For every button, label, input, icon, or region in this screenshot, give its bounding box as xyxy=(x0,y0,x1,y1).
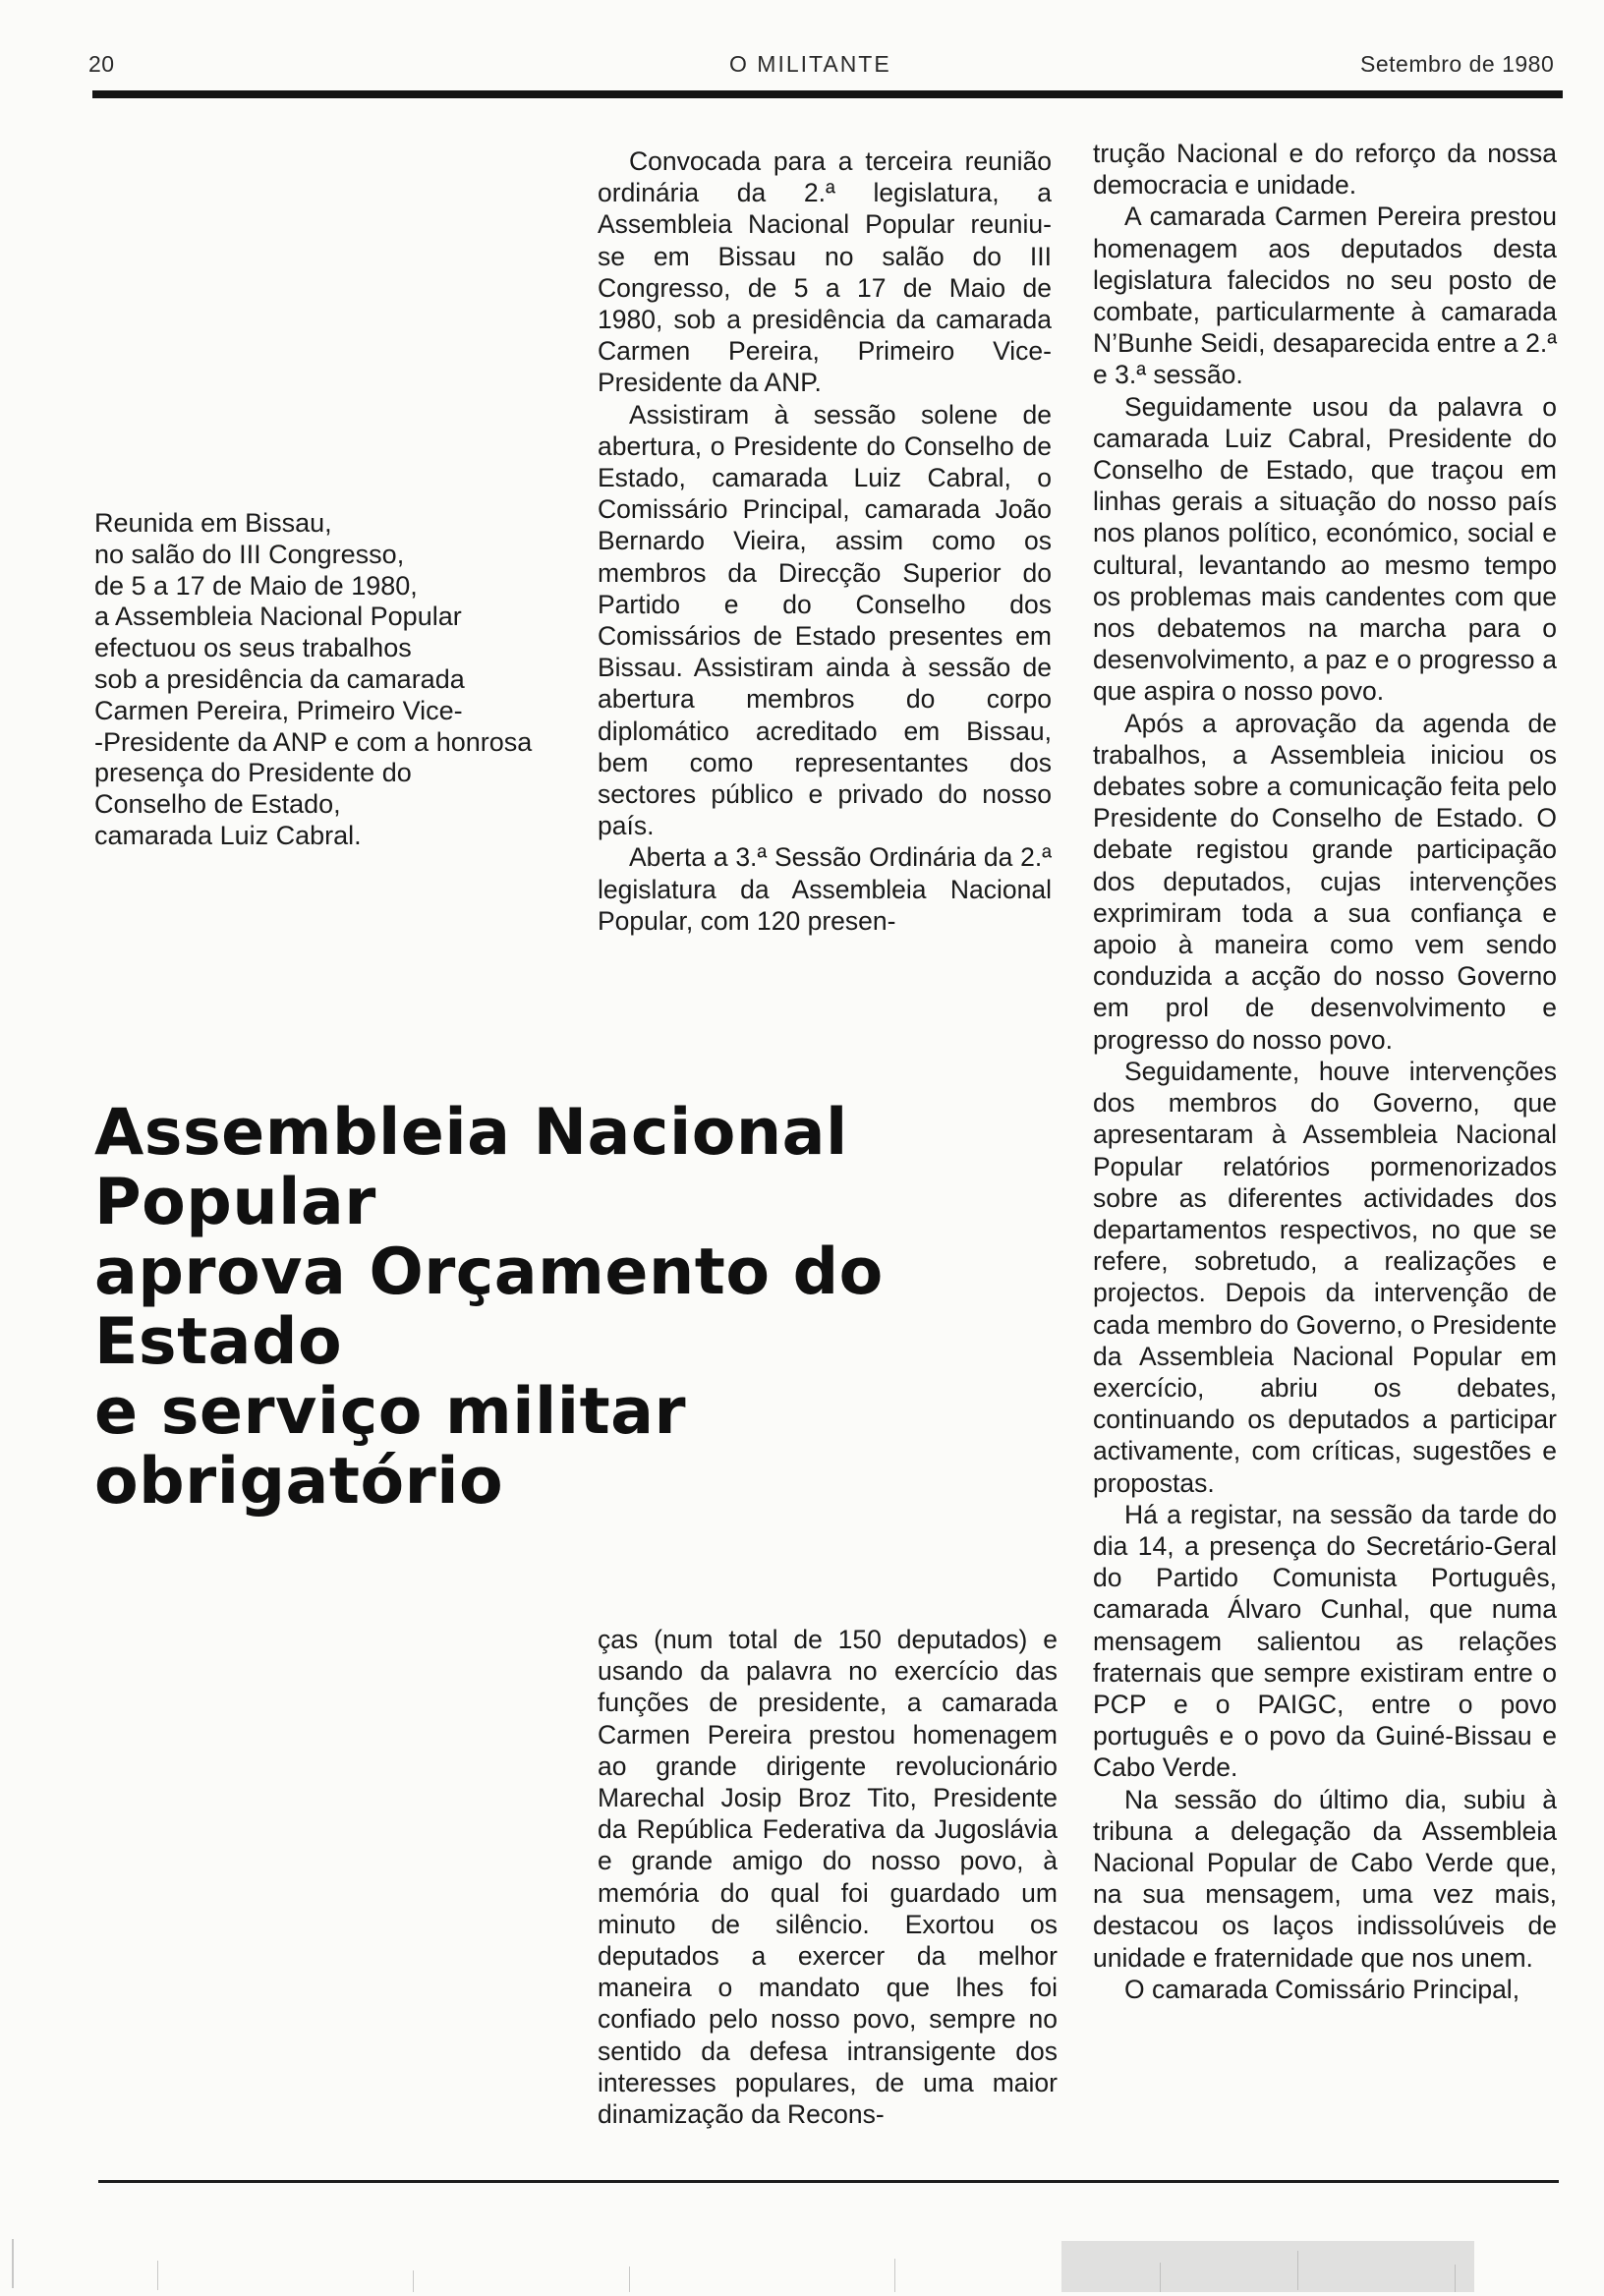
headline-line: aprova Orçamento do Estado xyxy=(94,1235,884,1379)
lede-line: sob a presidência da camarada xyxy=(94,663,465,694)
lede-line: de 5 a 17 de Maio de 1980, xyxy=(94,570,418,601)
middle-column-lower xyxy=(598,1624,1058,2130)
middle-column-upper xyxy=(598,145,1052,937)
headline-line: Assembleia Nacional Popular xyxy=(94,1096,848,1239)
body-paragraph: O camarada Comissário Principal, xyxy=(1124,1974,1520,2004)
right-column xyxy=(1093,138,1557,2005)
body-paragraph: Aberta a 3.ª Sessão Ordinária da 2.ª legislatura da Assembleia Nacional Popular, com 120 presen- xyxy=(598,842,1052,936)
body-paragraph: Assistiram à sessão solene de abertura, o Presidente do Conselho de Estado, camarada Luiz Cabral, o Comissário Principal, camarada João Bernardo Vieira, assim como os membros da Direcção Superior do Partido e do Conselho dos Comissários de Estado presentes em Bissau. Assistiram ainda à sessão de abertura membros do corpo diplomático acreditado em Bissau, bem como representantes dos sectores público e privado do nosso país. xyxy=(598,399,1052,841)
lede-line: a Assembleia Nacional Popular xyxy=(94,602,462,632)
scan-noise xyxy=(0,2202,1604,2296)
body-paragraph: Seguidamente, houve intervenções dos membros do Governo, que apresentaram à Assembleia Nacional Popular relatórios pormenorizados sobre as diferentes actividades dos departamentos respectivos, no que se refere, sobretudo, a realizações e projectos. Depois da intervenção de cada membro do Governo, o Presidente da Assembleia Nacional Popular em exercício, abriu os debates, continuando os deputados a participar activamente, com críticas, sugestões e propostas. xyxy=(1093,1056,1557,1498)
lede-block xyxy=(94,508,566,852)
lede-line: Reunida em Bissau, xyxy=(94,508,332,538)
lede-line: -Presidente da ANP e com a honrosa xyxy=(94,726,533,757)
lede-line: Conselho de Estado, xyxy=(94,789,341,820)
lede-line: Carmen Pereira, Primeiro Vice- xyxy=(94,695,463,725)
footer-rule xyxy=(98,2180,1559,2183)
body-paragraph: Na sessão do último dia, subiu à tribuna a delegação da Assembleia Nacional Popular de Cabo Verde que, na sua mensagem, uma vez mais, destacou os laços indissolúveis de unidade e fraternidade que nos unem. xyxy=(1093,1784,1557,1973)
body-paragraph: Após a aprovação da agenda de trabalhos, a Assembleia iniciou os debates sobre a comunicação feita pelo Presidente do Conselho de Estado. O debate registou grande participação dos deputados, cujas intervenções exprimiram toda a sua confiança e apoio à maneira como vem sendo conduzida a acção do nosso Governo em prol de desenvolvimento e progresso do nosso povo. xyxy=(1093,708,1557,1055)
lede-line: efectuou os seus trabalhos xyxy=(94,633,412,663)
body-paragraph: ças (num total de 150 deputados) e usando da palavra no exercício das funções de presidente, a camarada Carmen Pereira prestou homenagem ao grande dirigente revolucionário Marechal Josip Broz Tito, Presidente da República Federativa da Jugoslávia e grande amigo do nosso povo, à memória do qual foi guardado um minuto de silêncio. Exortou os deputados a exercer da melhor maneira o mandato que lhes foi confiado pelo nosso povo, sempre no sentido da defesa intransigente dos interesses populares, de uma maior dinamização da Recons- xyxy=(598,1625,1058,2130)
header-rule xyxy=(92,90,1563,98)
body-paragraph: Seguidamente usou da palavra o camarada Luiz Cabral, Presidente do Conselho de Estado, que traçou em linhas gerais a situação do nosso país nos planos político, económico, social e cultural, levantando ao mesmo tempo os problemas mais candentes com que nos debatemos na marcha para o desenvolvimento, a paz e o progresso a que aspira o nosso povo. xyxy=(1093,391,1557,707)
lede-line: presença do Presidente do xyxy=(94,758,412,788)
issue-date: Setembro de 1980 xyxy=(1360,51,1555,77)
article-headline xyxy=(94,1098,1087,1517)
body-paragraph: A camarada Carmen Pereira prestou homenagem aos deputados desta legislatura falecidos no seu posto de combate, particularmente à camarada N’Bunhe Seidi, desaparecida entre a 2.ª e 3.ª sessão. xyxy=(1093,201,1557,390)
publication-name: O MILITANTE xyxy=(729,51,891,77)
body-paragraph: Há a registar, na sessão da tarde do dia 14, a presença do Secretário-Geral do Partido Comunista Português, camarada Álvaro Cunhal, que numa mensagem salientou as relações fraternais que sempre existiram entre o PCP e o PAIGC, entre o povo português e o povo da Guiné-Bissau e Cabo Verde. xyxy=(1093,1499,1557,1783)
lede-line: camarada Luiz Cabral. xyxy=(94,820,362,850)
headline-line: e serviço militar obrigatório xyxy=(94,1375,687,1519)
body-paragraph: trução Nacional e do reforço da nossa democracia e unidade. xyxy=(1093,139,1557,201)
body-paragraph: Convocada para a terceira reunião ordinária da 2.ª legislatura, a Assembleia Nacional Popular reuniu-se em Bissau no salão do III Congresso, de 5 a 17 de Maio de 1980, sob a presidência da camarada Carmen Pereira, Primeiro Vice-Presidente da ANP. xyxy=(598,146,1052,398)
page-number: 20 xyxy=(88,51,115,77)
lede-line: no salão do III Congresso, xyxy=(94,539,405,569)
